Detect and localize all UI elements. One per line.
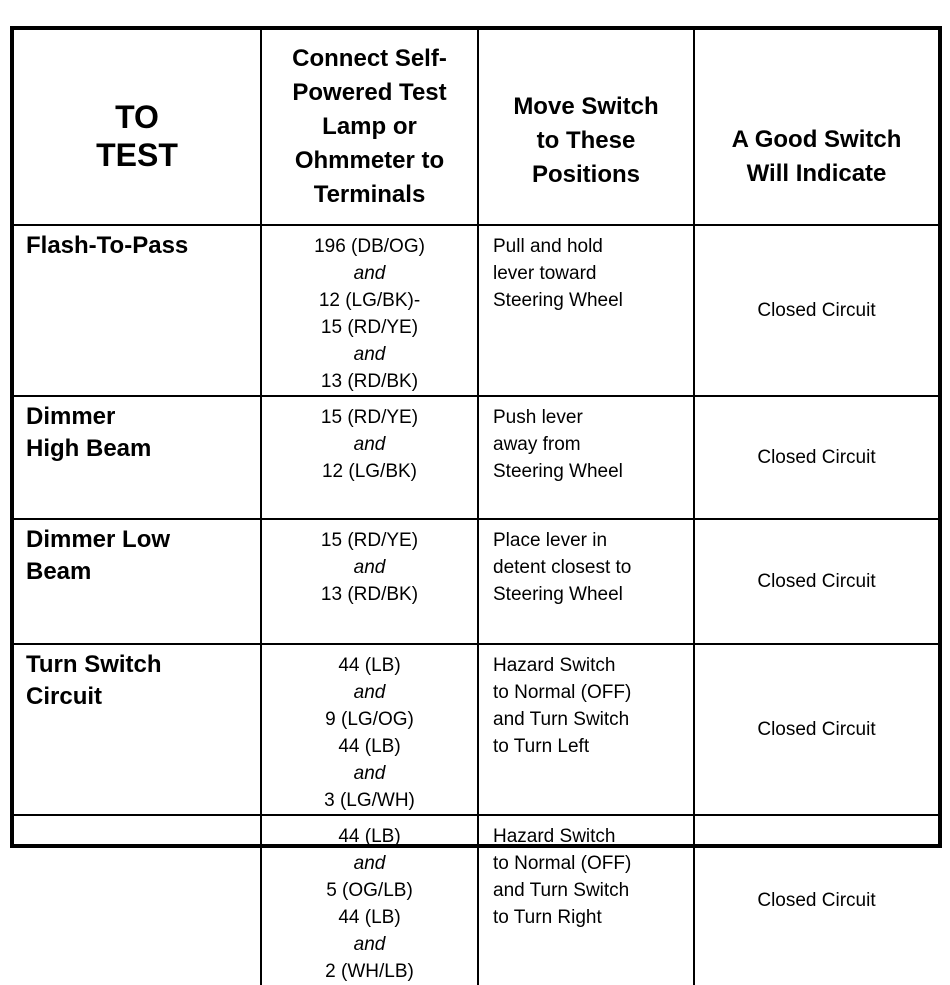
- test-name-cell: [14, 225, 261, 396]
- terminals-cell: [261, 396, 478, 519]
- header-good-line: Will Indicate: [746, 160, 887, 187]
- header-connect-terminals: [261, 30, 478, 225]
- position-line: and Turn Switch: [493, 709, 630, 730]
- terminals-cell: [261, 815, 478, 985]
- position-line: Pull and hold: [493, 236, 603, 257]
- header-move-line: Move Switch: [513, 93, 659, 120]
- header-move-switch: [478, 30, 694, 225]
- terminal-line: and: [353, 434, 386, 455]
- table-row-dimmer-high-beam: [14, 396, 938, 519]
- result-cell: Closed Circuit: [694, 519, 938, 644]
- table-row-flash-to-pass: [14, 225, 938, 396]
- positions-cell: [478, 396, 694, 519]
- position-line: and Turn Switch: [493, 880, 630, 901]
- terminal-line: 3 (LG/WH): [324, 790, 415, 811]
- table-row-dimmer-low-beam: [14, 519, 938, 644]
- terminal-line: 9 (LG/OG): [325, 709, 414, 730]
- terminal-line: 44 (LB) and: [338, 907, 401, 955]
- header-move-line: to These: [536, 127, 636, 154]
- result-cell: Closed Circuit: [694, 644, 938, 815]
- test-name-cell: [14, 396, 261, 519]
- positions-cell: [478, 519, 694, 644]
- terminal-line: 44 (LB) and: [338, 736, 401, 784]
- positions-cell: [478, 225, 694, 396]
- test-name: Circuit: [26, 683, 103, 710]
- position-line: to Turn Right: [493, 907, 602, 928]
- position-line: Place lever in: [493, 530, 608, 551]
- result-cell: Closed Circuit: [694, 815, 938, 985]
- header-connect-line: Powered Test: [292, 79, 447, 106]
- terminals-cell: [261, 644, 478, 815]
- result-cell: Closed Circuit: [694, 225, 938, 396]
- position-line: detent closest to: [493, 557, 632, 578]
- test-name-cell: [14, 644, 261, 815]
- test-name-cell-empty: [14, 815, 261, 985]
- terminal-line: 12 (LG/BK): [321, 461, 418, 482]
- switch-test-chart: [10, 26, 942, 982]
- position-line: Steering Wheel: [493, 584, 623, 605]
- position-line: Hazard Switch: [493, 826, 616, 847]
- terminal-line: and: [353, 557, 386, 578]
- position-line: Steering Wheel: [493, 290, 623, 311]
- position-line: to Normal (OFF): [493, 682, 632, 703]
- terminal-line: 44 (LB) and: [338, 655, 401, 703]
- header-to-test-line: TO: [115, 99, 159, 136]
- test-name: Turn Switch: [26, 651, 162, 678]
- position-line: to Normal (OFF): [493, 853, 632, 874]
- header-good-line: A Good Switch: [731, 126, 902, 153]
- test-name-cell: [14, 519, 261, 644]
- terminal-line: 44 (LB) and: [338, 826, 401, 874]
- test-name: High Beam: [26, 435, 152, 462]
- terminal-line: 15 (RD/YE) and: [320, 317, 419, 365]
- position-line: to Turn Left: [493, 736, 590, 757]
- header-row: [14, 30, 938, 225]
- header-connect-line: Terminals: [313, 181, 426, 208]
- header-move-line: Positions: [531, 161, 640, 188]
- terminal-line: 15 (RD/YE): [320, 530, 419, 551]
- header-connect-line: Lamp or: [322, 113, 417, 140]
- header-to-test-line: TEST: [96, 137, 178, 173]
- switch-test-table: [14, 30, 938, 985]
- position-line: Hazard Switch: [493, 655, 616, 676]
- terminal-line: 2 (WH/LB): [325, 961, 414, 982]
- position-line: lever toward: [493, 263, 597, 284]
- terminal-line: 196 (DB/OG) and: [314, 236, 425, 284]
- header-good-switch: [694, 30, 938, 225]
- test-name: Flash-To-Pass: [26, 232, 189, 259]
- test-name: Dimmer Low: [26, 526, 171, 553]
- positions-cell: [478, 644, 694, 815]
- table-row-turn-switch-left: [14, 644, 938, 815]
- terminal-line: 5 (OG/LB): [326, 880, 413, 901]
- header-to-test: [14, 30, 261, 225]
- header-connect-line: Connect Self-: [292, 45, 447, 72]
- table-row-turn-switch-right: [14, 815, 938, 985]
- position-line: Steering Wheel: [493, 461, 623, 482]
- terminals-cell: [261, 225, 478, 396]
- position-line: away from: [493, 434, 581, 455]
- header-connect-line: Ohmmeter to: [294, 147, 445, 174]
- terminal-line: 15 (RD/YE): [320, 407, 419, 428]
- terminal-line: 12 (LG/BK)-: [318, 290, 421, 311]
- result-cell: Closed Circuit: [694, 396, 938, 519]
- terminals-cell: [261, 519, 478, 644]
- position-line: Push lever: [493, 407, 583, 428]
- positions-cell: [478, 815, 694, 985]
- test-name: Dimmer: [26, 403, 116, 430]
- terminal-line: 13 (RD/BK): [320, 371, 419, 392]
- test-name: Beam: [26, 558, 92, 585]
- terminal-line: 13 (RD/BK): [320, 584, 419, 605]
